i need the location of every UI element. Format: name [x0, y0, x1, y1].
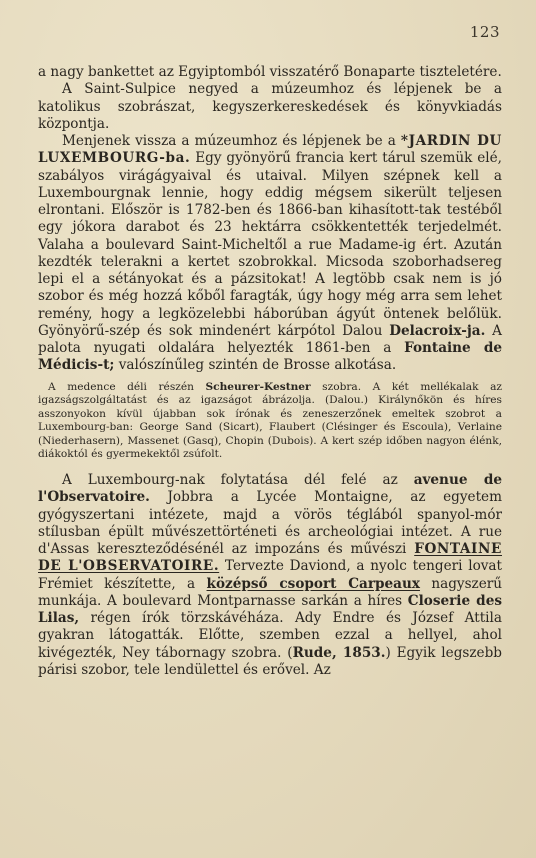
paragraph-text: nagyszerű munkája. A boulevard Montparnasse sarkán a híres: [38, 575, 503, 609]
term-rude-1853: Rude, 1853.: [292, 644, 386, 661]
small-print-note: [38, 381, 502, 463]
paragraph-text: Menjenek vissza a múzeumhoz és lépjenek be a: [62, 133, 401, 149]
paragraph-text: A Saint-Sulpice negyed a múzeumhoz és lépjenek be a katolikus szobrászat, kegyszerkereskedések és könyvkiadás központja.: [38, 81, 502, 132]
term-fontaine-medicis: Fontaine de Médicis-t;: [38, 340, 502, 374]
heading-fontaine-observatoire: FONTAINE DE L'OBSERVATOIRE.: [38, 541, 502, 575]
paragraph-text: Egy gyönyörű francia kert tárul szemük elé, szabályos virágágyaival és utaival. Milyen szépnek kell a Luxembourgnak lennie, hogy eddig mégsem sikerült teljesen elrontani. Először is 1782-ben és 1866-ban kihasított-tak testéből egy jókora darabot és 23 hektárra csökkentették terjedelmét. Valaha a boulevard Saint-Micheltől a rue Madame-ig ért. Azután kezdték telerakni a kertet szobrokkal. Micsoda szoborhadsereg lepi el a sétányokat és a pázsitokat! A legtöbb csak nem is jó szobor és még hozzá kőből faragták, úgy hogy még arra sem lehet remény, hogy a legközelebbi háborúban ágyút öntenek belőlük. Gyönyörű-szép és sok mindenért kárpótol Dalou: [38, 150, 502, 339]
paragraph-saint-sulpice: [38, 81, 502, 133]
paragraph-text: A palota nyugati oldalára helyezték 1861-ben a: [38, 322, 502, 356]
note-text: A medence déli részén: [48, 380, 206, 393]
paragraph-text: A Luxembourg-nak folytatása dél felé az: [62, 472, 414, 489]
paragraph-observatoire: [38, 472, 502, 679]
paragraph-gap: [38, 462, 502, 472]
paragraph-text: régen írók törzskávéháza. Ady Endre és József Attila gyakran látogatták. Előtte, szemben ezzal a hellyel, ahol kivégezték, Ney tábornagy szobra. (: [38, 610, 502, 661]
term-carpeaux-group: középső csoport Carpeaux: [206, 575, 420, 592]
term-delacroix: Delacroix-ja.: [389, 322, 486, 339]
paragraph-text: Jobbra a Lycée Montaigne, az egyetem gyógyszertani intézete, majd a vörös téglából spanyol-mór stílusban épült művészettörténeti és archeológiai intézet. A rue d'Assas kereszteződésénél az impozáns és művészi: [38, 489, 502, 558]
paragraph-text: a nagy bankettet az Egyiptomból visszatérő Bonaparte tiszteletére.: [38, 64, 502, 80]
paragraph-text: Tervezte Daviond, a nyolc tengeri lovat Frémiet készítette, a: [38, 558, 502, 592]
term-scheurer-kestner: Scheurer-Kestner: [205, 380, 311, 393]
term-avenue-observatoire: avenue de l'Observatoire.: [38, 472, 502, 506]
page-number: 123: [469, 23, 500, 41]
paragraph-jardin-luxembourg: [38, 133, 502, 375]
paragraph-bonaparte: [38, 64, 502, 81]
note-text: szobra. A két mellékalak az igazságszolgáltatást és az igazságot ábrázolja. (Dalou.) Királynőkön és híres asszonyokon kívül újabban sok írónak és zeneszerzőnek emeltek szobrot a Luxembourg-ban: George Sand (Sicart), Flaubert (Clésinger és Escoula), Verlaine (Niederhasern), Massenet (Gasq), Chopin (Dubois). A kert szép időben nagyon élénk, diákoktól és gyermekektől zsúfolt.: [38, 380, 502, 461]
term-closerie-des-lilas: Closerie des Lilas,: [38, 592, 502, 627]
paragraph-text: valószínűleg szintén de Brosse alkotása.: [114, 357, 397, 374]
paragraph-text: ) Egyik legszebb párisi szobor, tele lendülettel és erővel. Az: [38, 644, 502, 678]
heading-jardin-luxembourg: *JARDIN DU LUXEMBOURG-ba.: [38, 133, 503, 167]
